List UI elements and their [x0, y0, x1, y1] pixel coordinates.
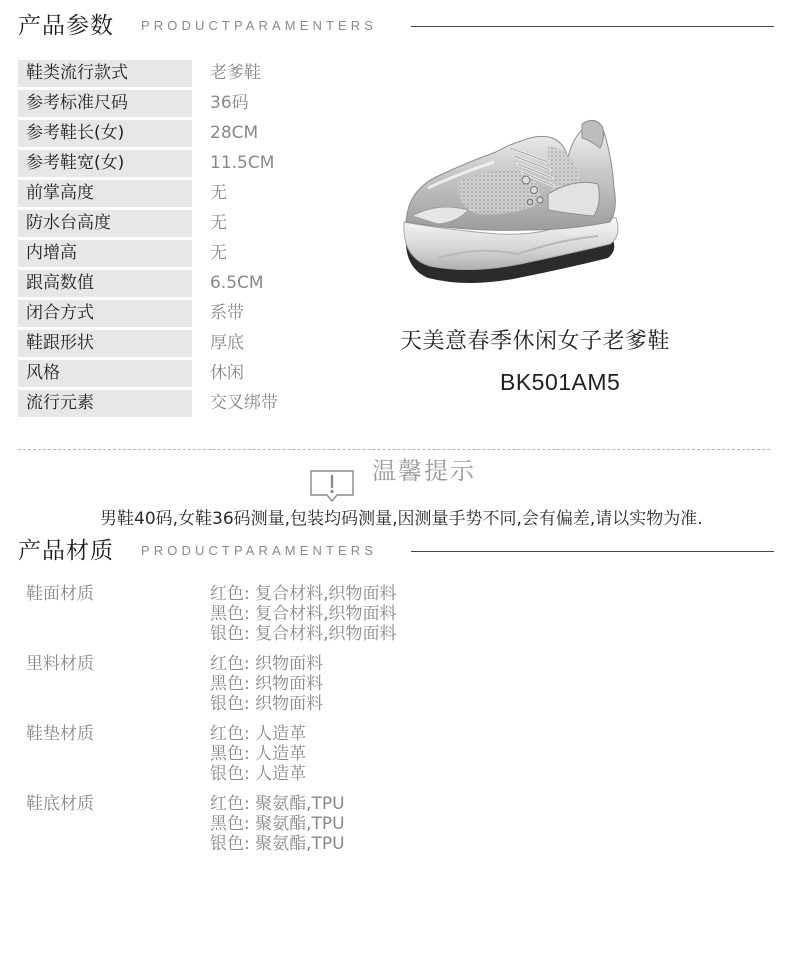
notice-title: 温馨提示: [372, 457, 476, 485]
product-shoe-image: [398, 118, 622, 296]
spec-row: [18, 360, 338, 390]
params-section-subtitle: PRODUCTPARAMENTERS: [141, 18, 378, 33]
material-line: 银色: 复合材料,织物面料: [210, 624, 397, 644]
spec-value: 厚底: [210, 333, 244, 353]
material-line: 黑色: 聚氨酯,TPU: [210, 814, 345, 834]
material-line: 黑色: 复合材料,织物面料: [210, 604, 397, 624]
material-label: 鞋面材质: [26, 584, 94, 604]
spec-label: 前掌高度: [18, 180, 192, 207]
spec-value: 交叉绑带: [210, 393, 278, 413]
spec-row: [18, 270, 338, 300]
material-lines: [210, 584, 397, 644]
spec-value: 休闲: [210, 363, 244, 383]
params-section-divider: [411, 26, 774, 27]
spec-label: 鞋跟形状: [18, 330, 192, 357]
spec-row: [18, 150, 338, 180]
material-lines: [210, 724, 306, 784]
materials-section-divider: [411, 551, 774, 552]
materials-section-subtitle: PRODUCTPARAMENTERS: [141, 543, 378, 558]
spec-row: [18, 180, 338, 210]
spec-value: 无: [210, 213, 227, 233]
material-line: 黑色: 人造革: [210, 744, 307, 764]
spec-value: 老爹鞋: [210, 63, 261, 83]
material-line: 红色: 人造革: [210, 724, 307, 744]
spec-label: 防水台高度: [18, 210, 192, 237]
spec-label: 流行元素: [18, 390, 192, 417]
spec-row: [18, 330, 338, 360]
spec-value: 无: [210, 243, 227, 263]
materials-section-header: [18, 533, 774, 569]
spec-value: 11.5CM: [210, 153, 275, 173]
dashed-divider: [18, 449, 770, 450]
product-name: 天美意春季休闲女子老爹鞋: [400, 329, 671, 354]
spec-label: 参考鞋长(女): [18, 120, 192, 147]
material-lines: [210, 794, 345, 854]
spec-row: [18, 300, 338, 330]
spec-row: [18, 210, 338, 240]
material-lines: [210, 654, 323, 714]
spec-row: [18, 60, 338, 90]
material-line: 银色: 人造革: [210, 764, 307, 784]
material-label: 鞋底材质: [26, 794, 94, 814]
material-line: 银色: 聚氨酯,TPU: [210, 834, 345, 854]
spec-label: 鞋类流行款式: [18, 60, 192, 87]
product-code: BK501AM5: [500, 369, 621, 395]
params-section-title: 产品参数: [18, 13, 114, 39]
spec-value: 36码: [210, 93, 249, 113]
spec-row: [18, 90, 338, 120]
spec-value: 无: [210, 183, 227, 203]
spec-value: 6.5CM: [210, 273, 264, 293]
materials-section-title: 产品材质: [18, 538, 114, 564]
spec-value: 系带: [210, 303, 244, 323]
material-line: 红色: 聚氨酯,TPU: [210, 794, 345, 814]
spec-label: 跟高数值: [18, 270, 192, 297]
spec-table: [18, 60, 338, 420]
material-line: 银色: 织物面料: [210, 694, 324, 714]
notice-text: 男鞋40码,女鞋36码测量,包装均码测量,因测量手势不同,会有偏差,请以实物为准.: [100, 509, 703, 529]
spec-label: 参考鞋宽(女): [18, 150, 192, 177]
material-line: 红色: 复合材料,织物面料: [210, 584, 397, 604]
spec-row: [18, 120, 338, 150]
spec-value: 28CM: [210, 123, 259, 143]
material-line: 黑色: 织物面料: [210, 674, 324, 694]
spec-label: 风格: [18, 360, 192, 387]
exclamation-speech-bubble-icon: [309, 469, 355, 503]
spec-row: [18, 240, 338, 270]
spec-label: 参考标准尺码: [18, 90, 192, 117]
material-label: 鞋垫材质: [26, 724, 94, 744]
material-label: 里料材质: [26, 654, 94, 674]
spec-label: 闭合方式: [18, 300, 192, 327]
params-section-header: [18, 8, 774, 44]
spec-row: [18, 390, 338, 420]
material-line: 红色: 织物面料: [210, 654, 324, 674]
spec-label: 内增高: [18, 240, 192, 267]
